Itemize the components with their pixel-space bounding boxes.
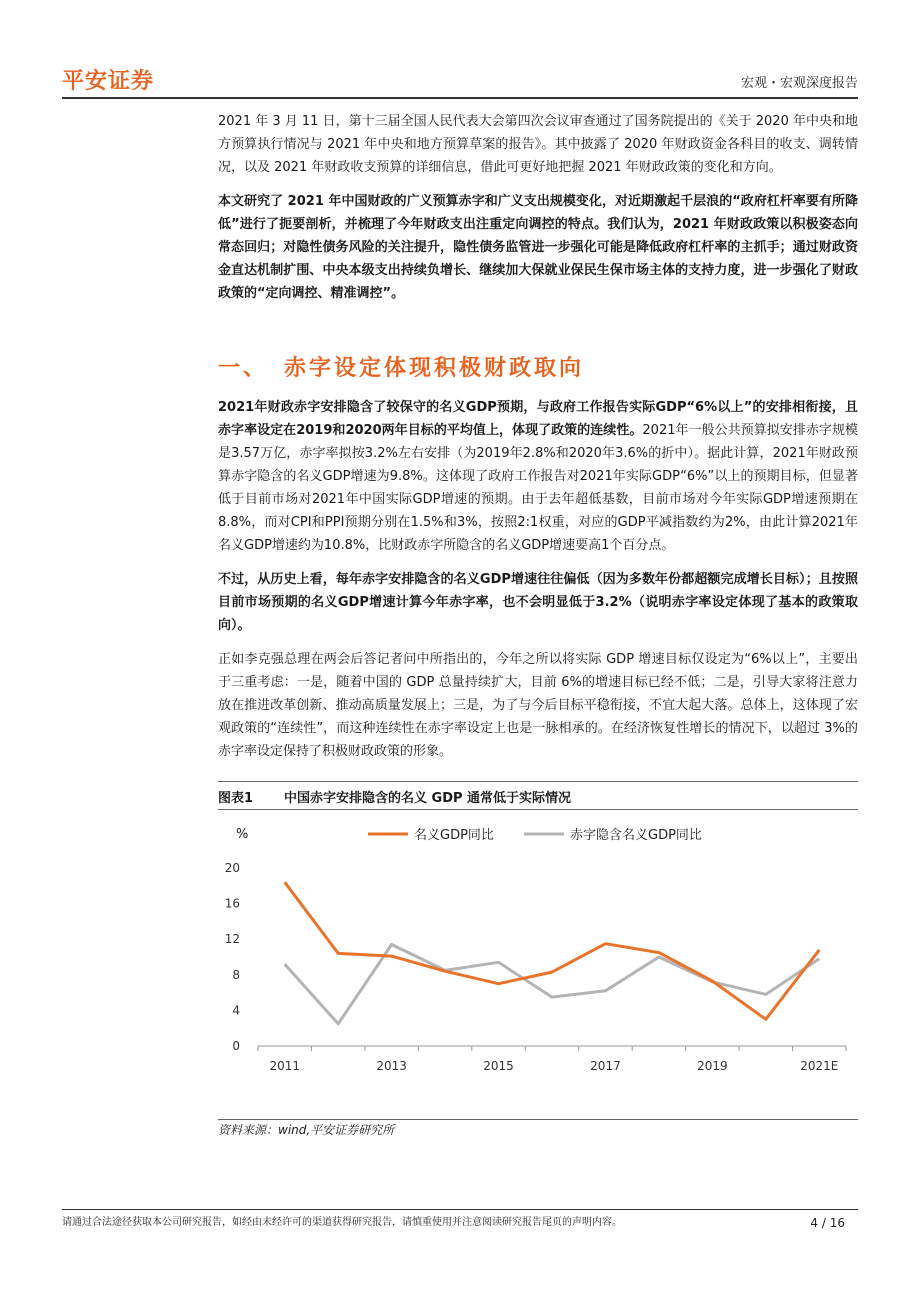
footer-divider (62, 1209, 858, 1210)
premier-paragraph: 正如李克强总理在两会后答记者问中所指出的，今年之所以将实际 GDP 增速目标仅设定为“6%以上”，主要出于三重考虑：一是，随着中国的 GDP 总量持续扩大，目前 6%的增速目标已经不低；二是，引导大家将注意力放在推进改革创新、推动高质量发展上；三是，为了与今后目标平稳衔接，不宜大起大落。总体上，这体现了宏观政策的“连续性”，而这种连续性在赤字率设定上也是一脉相承的。在经济恢复性增长的情况下，以超过 3%的赤字率设定保持了积极财政政策的形象。 (218, 652, 858, 759)
y-tick-label-1: 4 (232, 1003, 240, 1018)
line-chart (218, 810, 858, 1110)
y-tick-label-3: 12 (224, 932, 240, 947)
company-logo: 平安证券 (62, 69, 155, 94)
page-number: 4 / 16 (810, 1216, 845, 1230)
section-title: 赤字设定体现积极财政取向 (284, 356, 585, 381)
deficit-lead: 2021年财政赤字安排隐含了较保守的名义GDP预期，与政府工作报告实际GDP“6%以上”的安排相衔接，且赤字率设定在2019和2020两年目标的平均值上，体现了政策的连续性。 (218, 400, 858, 438)
history-paragraph (218, 568, 858, 637)
deficit-body: 2021年一般公共预算拟安排赤字规模是3.57万亿，赤字率拟按3.2%左右安排（为2019年2.8%和2020年3.6%的折中）。据此计算，2021年财政预算赤字隐含的名义GDP增速为9.8%。这体现了政府工作报告对2021年实际GDP“6%”以上的预期目标，但显著低于目前市场对2021年中国实际GDP增速的预期。由于去年超低基数，目前市场对今年实际GDP增速预期在8.8%，而对CPI和PPI预期分别在1.5%和3%，按照2:1权重，对应的GDP平减指数约为2%，由此计算2021年名义GDP增速约为10.8%，比财政赤字所隐含的名义GDP增速要高1个百分点。 (218, 423, 858, 553)
legend-label-1: 赤字隐含名义GDP同比 (570, 828, 702, 843)
y-tick-label-0: 0 (232, 1039, 240, 1053)
history-text: 不过，从历史上看，每年赤字安排隐含的名义GDP增速往往偏低（因为多数年份都超额完成增长目标）；且按照目前市场预期的名义GDP增速计算今年赤字率，也不会明显低于3.2%（说明赤字率设定体现了基本的政策取向）。 (218, 572, 858, 633)
figure-label: 图表1 (218, 791, 254, 806)
deficit-paragraph (218, 396, 858, 557)
x-tick-label-2019: 2019 (697, 1059, 728, 1073)
figure-title: 中国赤字安排隐含的名义 GDP 通常低于实际情况 (284, 791, 572, 806)
section-number: 一、 (218, 356, 269, 381)
main-content (218, 110, 858, 1110)
y-tick-label-5: 20 (224, 861, 240, 875)
y-tick-label-2: 8 (232, 967, 240, 982)
series-line-1 (285, 945, 820, 1024)
series-line-0 (285, 882, 820, 1019)
header-divider (62, 97, 858, 99)
x-tick-label-2013: 2013 (376, 1059, 407, 1073)
summary-text: 本文研究了 2021 年中国财政的广义预算赤字和广义支出规模变化，对近期激起千层浪的“政府杠杆率要有所降低”进行了扼要剖析，并梳理了今年财政支出注重定向调控的特点。我们认为，2021 年财政政策以积极姿态向常态回归；对隐性债务风险的关注提升，隐性债务监管进一步强化可能是降低政府杠杆率的主抓手；通过财政资金直达机制扩围、中央本级支出持续负增长、继续加大保就业保民生保市场主体的支持力度，进一步强化了财政政策的“定向调控、精准调控”。 (218, 194, 858, 301)
chart-container (218, 810, 858, 1110)
legend-label-0: 名义GDP同比 (414, 828, 494, 843)
summary-paragraph (218, 190, 858, 305)
y-tick-label-4: 16 (224, 896, 240, 911)
figure-source: 资料来源：wind,平安证券研究所 (218, 1123, 395, 1137)
intro-paragraph: 2021 年 3 月 11 日，第十三届全国人民代表大会第四次会议审查通过了国务院提出的《关于 2020 年中央和地方预算执行情况与 2021 年中央和地方预算草案的报告》。其中披露了 2020 年财政资金各科目的收支、调转情况，以及 2021 年财政收支预算的详细信息，借此可更好地把握 2021 年财政政策的变化和方向。 (218, 114, 858, 175)
source-divider (218, 1119, 858, 1120)
footer-disclaimer: 请通过合法途径获取本公司研究报告，如经由未经许可的渠道获得研究报告，请慎重使用并注意阅读研究报告尾页的声明内容。 (62, 1217, 622, 1228)
figure-caption (218, 781, 858, 810)
x-tick-label-2011: 2011 (269, 1059, 301, 1073)
report-category: 宏观・宏观深度报告 (740, 76, 858, 91)
x-tick-label-2017: 2017 (590, 1059, 621, 1073)
x-tick-label-2015: 2015 (483, 1059, 514, 1073)
section-heading (218, 351, 858, 382)
x-tick-label-2021E: 2021E (800, 1059, 839, 1073)
y-axis-unit: % (236, 827, 249, 842)
